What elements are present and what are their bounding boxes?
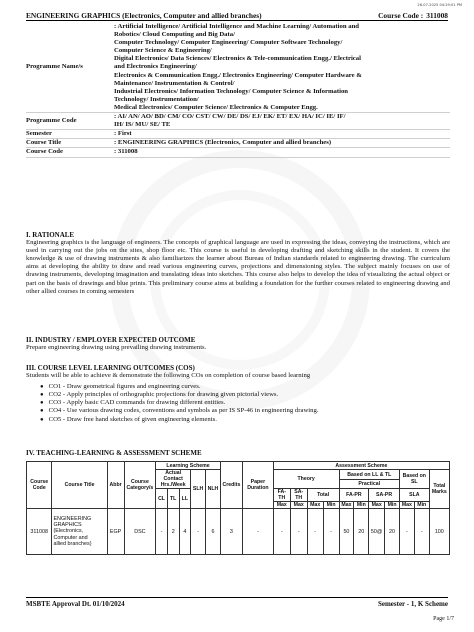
cell-cl: -: [156, 509, 168, 555]
cell-sla-max: -: [399, 509, 414, 555]
co-item: [40, 383, 450, 391]
semester-value: : First: [110, 130, 450, 139]
page-number: Page 1/7: [433, 616, 454, 622]
programme-names-label: Programme Name/s: [26, 23, 110, 113]
header-theory: Theory: [273, 470, 339, 489]
cell-sla-min: -: [414, 509, 429, 555]
header-total-marks: Total Marks: [429, 470, 449, 509]
header-credits: Credits: [220, 462, 242, 509]
header-sa-th: SA-TH: [290, 489, 307, 502]
cos-section: [26, 364, 450, 424]
cell-fa-pr-min: 20: [354, 509, 369, 555]
programme-names-line: Medical Electronics/ Computer Science/ Electronics & Computer Engg.: [114, 103, 318, 111]
header-course-code: Course Code: [27, 462, 52, 509]
programme-code-line: IH/ IS/ MU/ SE/ TE: [114, 121, 171, 129]
programme-names-line: Maintenance/ Instrumentation & Control/: [114, 79, 235, 87]
course-title-line: (Electronics,: [53, 528, 84, 535]
outcome-text: Prepare engineering drawing using prevailing drawing instruments.: [26, 344, 207, 352]
header-min: Min: [414, 502, 429, 509]
header-max: Max: [290, 502, 307, 509]
programme-code-label: Programme Code: [26, 113, 110, 130]
rationale-section: [26, 231, 450, 296]
co-item: [40, 416, 450, 424]
cell-sa-pr-min: 20: [385, 509, 400, 555]
programme-code-value: [110, 113, 450, 130]
header-learning-scheme: Learning Scheme: [156, 462, 221, 470]
info-row-semester: [26, 130, 450, 139]
header-course-code-label: Course Code :: [378, 11, 424, 20]
cell-sa-pr-max: 50@: [369, 509, 385, 555]
header-slh: SLH: [191, 470, 206, 509]
co-item: [40, 407, 450, 415]
header-based-sl: Based on SL: [399, 470, 429, 489]
header-abbr: Abbr: [107, 462, 124, 509]
outcome-section: [26, 336, 450, 352]
header-nlh: NLH: [206, 470, 221, 509]
header-max: Max: [369, 502, 385, 509]
cell-sa-th-max: -: [290, 509, 307, 555]
co-text: CO5 - Draw free hand sketches of given engineering elements.: [48, 415, 217, 423]
course-title-line: GRAPHICS: [53, 522, 82, 529]
header-min: Min: [354, 502, 369, 509]
info-row-course-title: [26, 139, 450, 148]
header-title: ENGINEERING GRAPHICS (Electronics, Computer and allied branches): [26, 11, 262, 20]
course-title-label: Course Title: [26, 139, 110, 148]
co-text: CO4 - Use various drawing codes, conventions and symbols as per IS SP-46 in engineering drawing.: [48, 407, 319, 415]
cell-course-title: [52, 509, 107, 555]
footer-semester: Semester - 1, K Scheme: [377, 600, 448, 608]
programme-names-line: Electronics & Communication Engg./ Electronics Engineering/ Computer Hardware &: [114, 71, 362, 79]
cell-tl: 2: [167, 509, 179, 555]
course-title-value: : ENGINEERING GRAPHICS (Electronics, Computer and allied branches): [110, 139, 450, 148]
cell-slh: -: [191, 509, 206, 555]
programme-names-line: and Electronics Engineering/: [114, 63, 197, 71]
cell-abbr: EGP: [107, 509, 124, 555]
cell-ll: 4: [179, 509, 191, 555]
header-paper-duration: Paper Duration: [243, 462, 274, 509]
header-max: Max: [399, 502, 414, 509]
header-course-code-value: 311008: [426, 11, 448, 20]
course-title-line: allied branches): [53, 540, 92, 547]
cos-heading: III. COURSE LEVEL LEARNING OUTCOMES (COS): [26, 364, 195, 372]
scheme-section: [26, 449, 450, 457]
header-cl: CL: [156, 489, 168, 509]
programme-names-line: Digital Electronics/ Data Sciences/ Electronics & Tele-communication Engg./ Electrical: [114, 55, 361, 63]
table-row: [27, 509, 450, 555]
cos-intro: Students will be able to achieve & demonstrate the following COs on completion of course based learning: [26, 372, 311, 380]
rationale-heading: I. RATIONALE: [26, 231, 75, 239]
cell-fa-th-max: -: [273, 509, 290, 555]
page-header: [26, 10, 448, 21]
course-info-table: [26, 23, 450, 158]
cell-nlh: 6: [206, 509, 221, 555]
cell-total-max: -: [307, 509, 323, 555]
header-fa-th: FA-TH: [273, 489, 290, 502]
header-actual-contact: Actual Contact Hrs./Week: [156, 470, 191, 489]
course-code-label: Course Code: [26, 148, 110, 157]
teaching-scheme-table: [26, 461, 450, 555]
co-item: [40, 399, 450, 407]
co-text: CO2 - Apply principles of orthographic projections for drawing given pictorial views.: [48, 391, 279, 399]
page-footer: [26, 597, 448, 608]
programme-names-line: Robotics/ Cloud Computing and Big Data/: [114, 31, 235, 39]
co-item: [40, 391, 450, 399]
programme-code-line: : AI/ AN/ AO/ BD/ CM/ CO/ CST/ CW/ DE/ DS/ EJ/ EK/ ET/ EX/ HA/ IC/ IE/ IF/: [114, 113, 346, 121]
cell-category: DSC: [124, 509, 156, 555]
bullet-icon: ●: [40, 400, 44, 407]
course-title-line: ENGINEERING: [53, 515, 92, 522]
cos-list: [40, 383, 450, 423]
cell-credits: 3: [220, 509, 242, 555]
header-sla: SLA: [399, 489, 429, 502]
cell-course-code: 311008: [27, 509, 52, 555]
outcome-heading: II. INDUSTRY / EMPLOYER EXPECTED OUTCOME: [26, 336, 196, 344]
approval-date: MSBTE Approval Dt. 01/10/2024: [26, 600, 125, 608]
bullet-icon: ●: [40, 416, 44, 423]
programme-names-line: Technology/ Instrumentation/: [114, 95, 199, 103]
cell-paper-duration: -: [243, 509, 274, 555]
course-title-line: Computer and: [53, 534, 88, 541]
co-text: CO3 - Apply basic CAD commands for drawing different entities.: [48, 399, 226, 407]
print-timestamp: 26-07-2025 04:29:01 PM: [417, 3, 462, 7]
programme-names-value: [110, 23, 450, 113]
bullet-icon: ●: [40, 384, 44, 391]
header-min: Min: [385, 502, 400, 509]
course-code-value: : 311008: [110, 148, 450, 157]
header-ll: LL: [179, 489, 191, 509]
rationale-text: Engineering graphics is the language of engineers. The concepts of graphical language are used in expressing the ideas, conveying the instructions, which are used in carrying out the jobs on the sites, shop floor etc. This course is useful in developing drafting and sketching skills in the student. It covers the knowledge & use of drawing instruments & also familiarizes the learner about Bureau of Indian standards related to engineering drawing. The curriculum aims at developing the ability to draw and read various engineering curves, projections and dimensioning styles. The subject mainly focuses on use of drawing instruments, developing imagination and translating ideas into sketches. This course also helps to develop the idea of visualizing the actual object or part on the basis of drawings and blue prints. This preliminary course aims at building a foundation for the further courses related to engineering drawing and other allied courses in coming semesters: [26, 239, 450, 295]
header-category: Course Category/s: [124, 462, 156, 509]
info-row-programme-names: [26, 23, 450, 113]
bullet-icon: ●: [40, 392, 44, 399]
programme-names-line: Computer Technology/ Computer Engineering/ Computer Software Technology/: [114, 39, 343, 47]
header-max: Max: [273, 502, 290, 509]
header-tl: TL: [167, 489, 179, 509]
header-assessment-scheme: Assessment Scheme: [273, 462, 449, 470]
semester-label: Semester: [26, 130, 110, 139]
bullet-icon: ●: [40, 408, 44, 415]
header-sa-pr: SA-PR: [369, 489, 400, 502]
header-max: Max: [307, 502, 323, 509]
co-text: CO1 - Draw geometrical figures and engineering curves.: [48, 383, 201, 391]
header-course-code: [378, 11, 448, 20]
cell-fa-pr-max: 50: [339, 509, 354, 555]
cell-total-marks: 100: [429, 509, 449, 555]
info-row-course-code: [26, 148, 450, 157]
programme-names-line: Computer Science & Engineering/: [114, 47, 212, 55]
header-total: Total: [307, 489, 339, 502]
cell-total-min: -: [323, 509, 339, 555]
info-row-programme-code: [26, 113, 450, 130]
programme-names-line: Industrial Electronics/ Information Technology/ Computer Science & Information: [114, 87, 349, 95]
scheme-heading: IV. TEACHING-LEARNING & ASSESSMENT SCHEME: [26, 449, 202, 457]
header-fa-pr: FA-PR: [339, 489, 369, 502]
header-course-title: Course Title: [52, 462, 107, 509]
header-min: Min: [323, 502, 339, 509]
header-max: Max: [339, 502, 354, 509]
header-practical: Practical: [339, 480, 399, 489]
programme-names-line: : Artificial Intelligence/ Artificial Intelligence and Machine Learning/ Automation and: [114, 23, 360, 30]
header-based-ll-tl: Based on LL & TL: [339, 470, 399, 480]
